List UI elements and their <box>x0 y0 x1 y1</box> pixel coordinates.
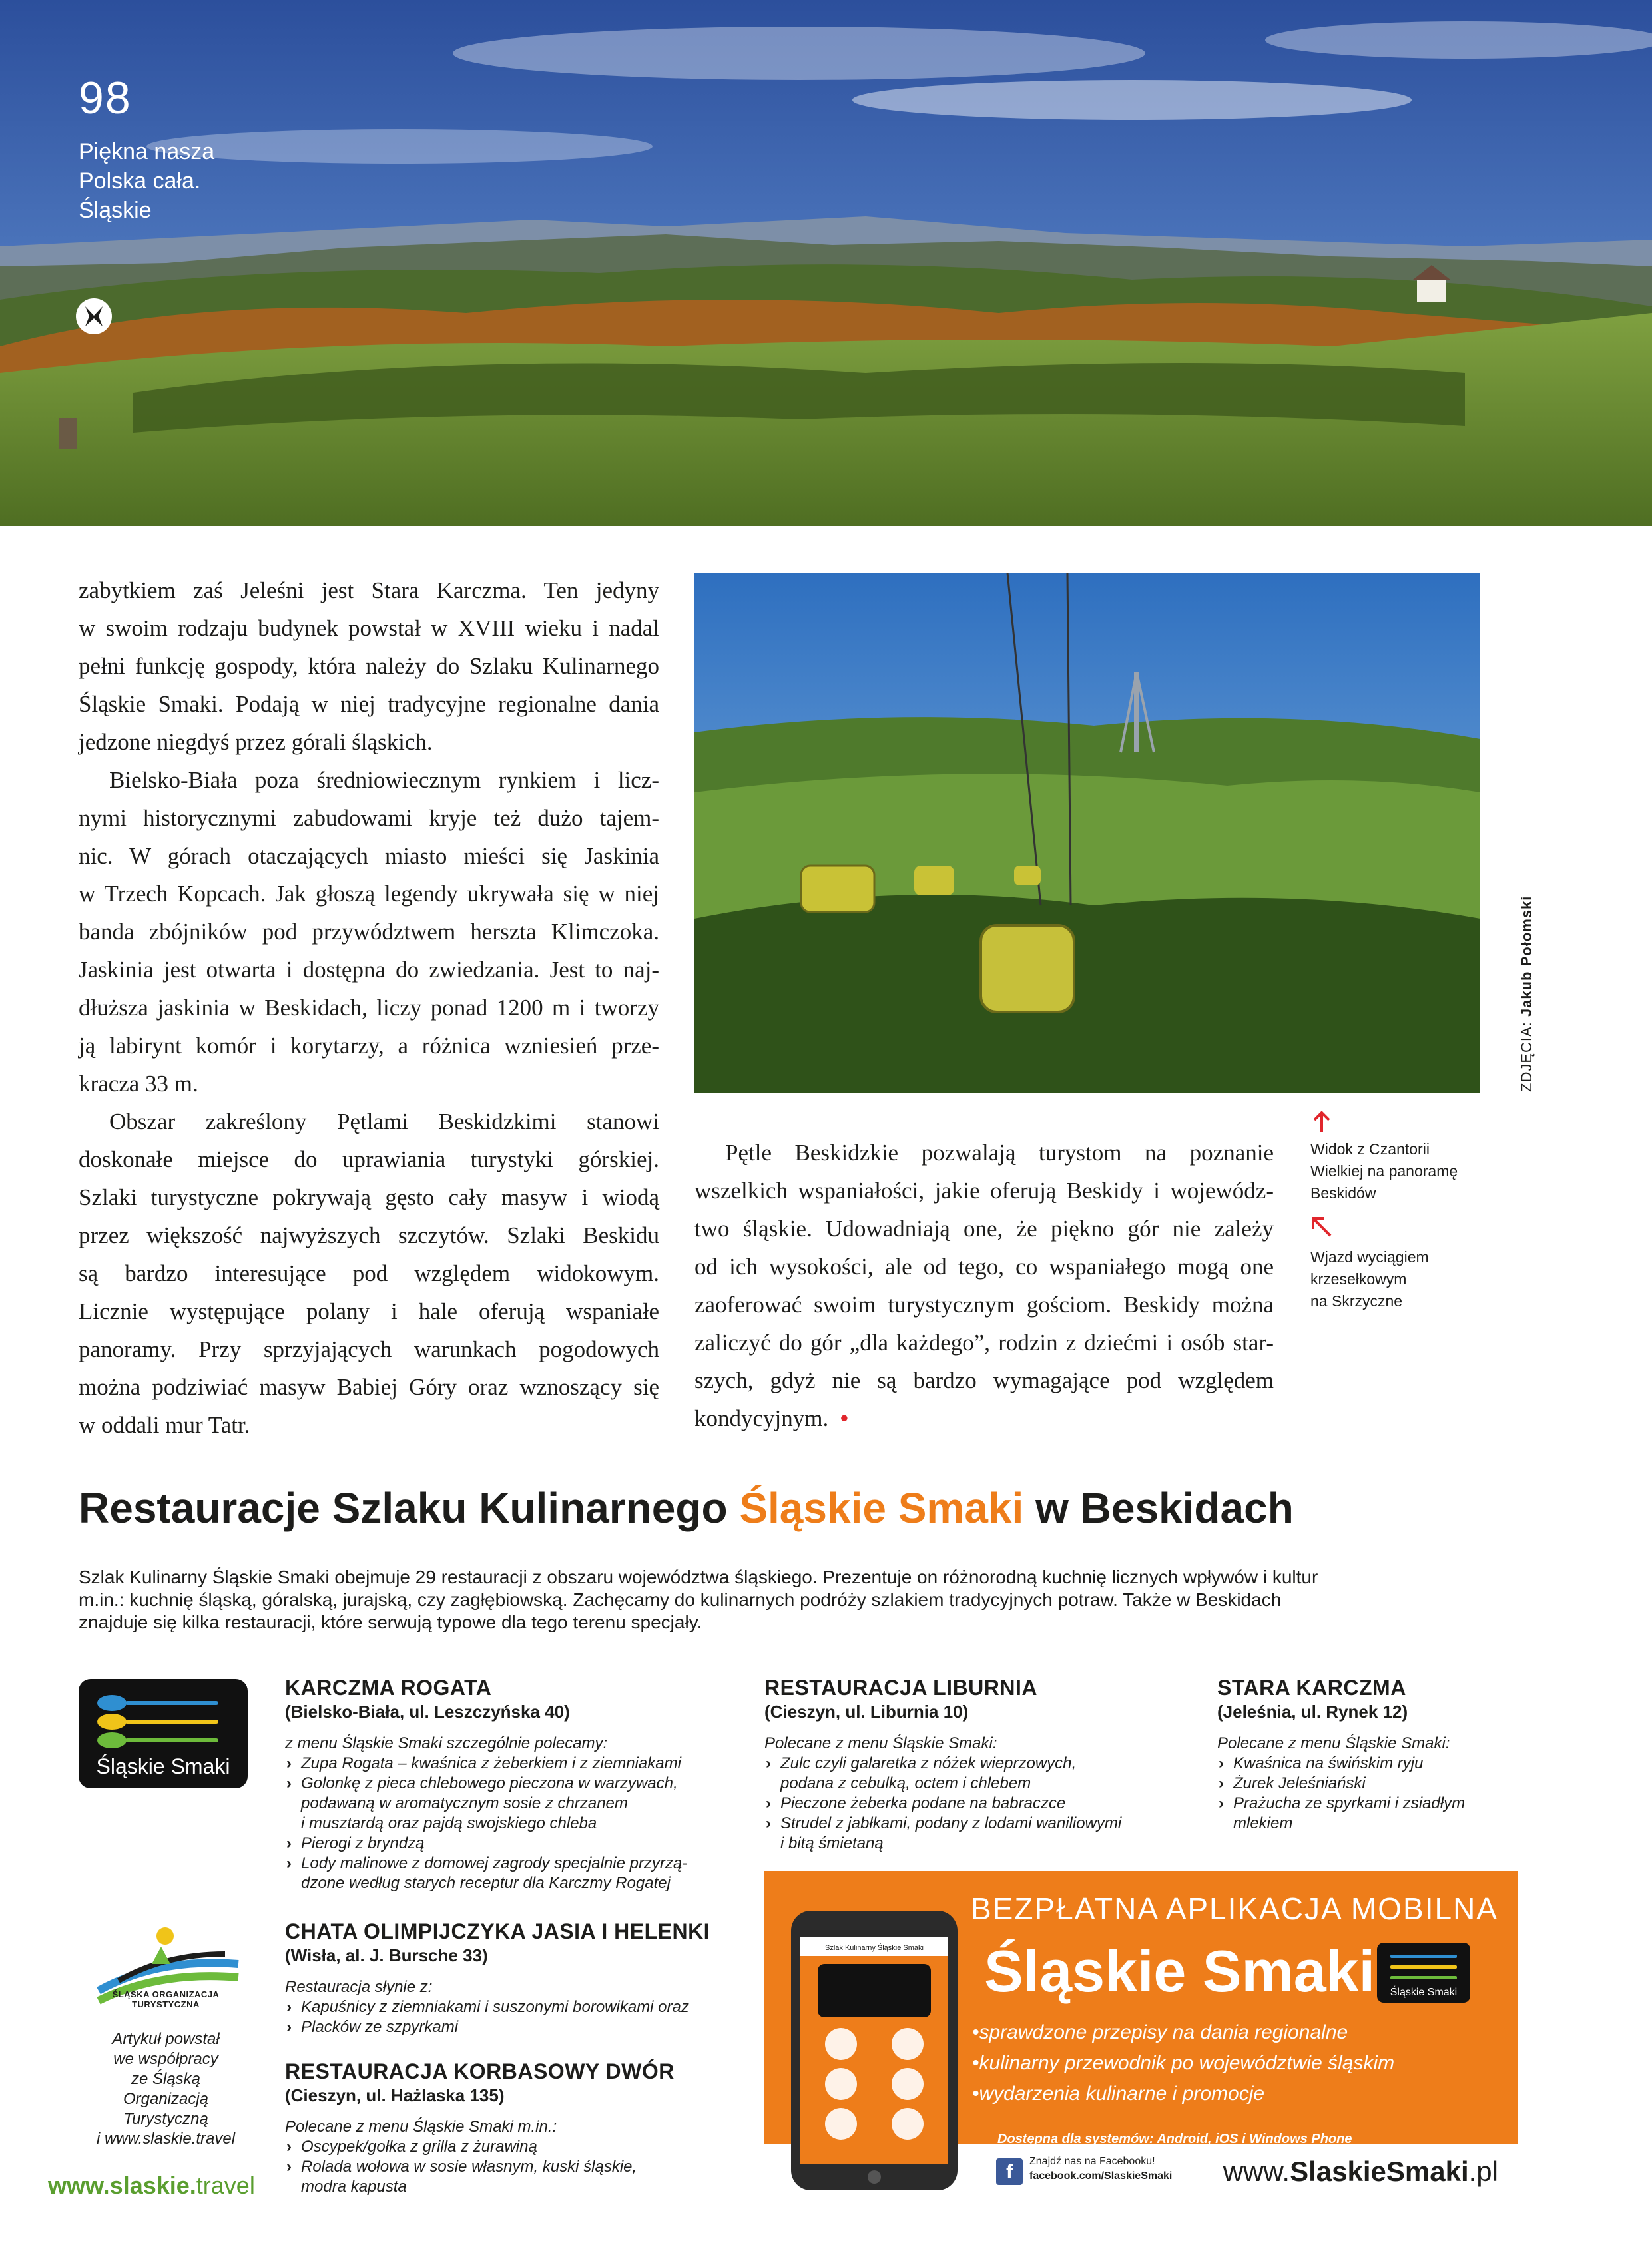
text-line: banda zbójników pod przywództwem herszta Klimczoka. <box>79 919 659 945</box>
restaurant-stara-karczma <box>1217 1675 1523 1834</box>
text-line: Licznie występujące polany i hale oferują wspaniałe <box>79 1298 659 1324</box>
dish-line: dzone według starych receptur dla Karczmy Rogatej <box>301 1874 671 1892</box>
feature-item: •sprawdzone przepisy na dania regionalne <box>972 2021 1348 2043</box>
dish-item <box>764 1794 1191 1814</box>
restaurant-lead: Polecane z menu Śląskie Smaki: <box>1217 1734 1450 1752</box>
dish-line: Strudel z jabłkami, podany z lodami waniliowymi <box>780 1814 1122 1832</box>
text-line: wszelkich wspaniałości, jakie oferują Beskidy i wojewódz- <box>694 1178 1274 1204</box>
link-part: travel <box>196 2172 255 2199</box>
dish-item <box>285 1834 738 1854</box>
restaurant-lead: Polecane z menu Śląskie Smaki m.in.: <box>285 2118 557 2136</box>
arrow-up-icon <box>1310 1111 1333 1133</box>
url-part: www. <box>1223 2156 1290 2187</box>
text-line: zaoferować swoim turystycznym gościom. Beskidy można <box>694 1292 1274 1318</box>
dish-item <box>285 1854 738 1893</box>
coop-line: ze Śląską <box>131 2070 201 2088</box>
dish-item <box>285 1997 744 2017</box>
title-highlight: Śląskie Smaki <box>739 1484 1024 1532</box>
feature-item: •wydarzenia kulinarne i promocje <box>972 2083 1265 2105</box>
text-line: nymi historycznymi zabudowami kryje też dużo tajem- <box>79 805 659 831</box>
page-number: 98 <box>79 73 132 123</box>
caption-line: Beskidów <box>1310 1184 1376 1202</box>
coop-line: Turystyczną <box>123 2110 208 2128</box>
restaurant-address: (Cieszyn, ul. Liburnia 10) <box>764 1702 969 1722</box>
dish-item <box>1217 1774 1523 1794</box>
link-part: www.slaskie. <box>48 2172 196 2199</box>
dish-list <box>285 1997 744 2037</box>
phone-screen-title: Szlak Kulinarny Śląskie Smaki <box>825 1944 924 1952</box>
paragraph-3 <box>79 1103 659 1444</box>
coop-line: Organizacją <box>123 2090 209 2108</box>
dish-line: Rolada wołowa w sosie własnym, kuski śląskie, <box>301 2158 637 2176</box>
text-line: Obszar zakreślony Pętlami Beskidzkimi stanowi <box>109 1109 659 1134</box>
caption-line: Wjazd wyciągiem <box>1310 1248 1429 1266</box>
dish-line: Żurek Jeleśniański <box>1233 1774 1366 1792</box>
restaurant-korbasowy-dwor <box>285 2059 738 2197</box>
text-line: doskonałe miejsce do uprawiania turystyki górskiej. <box>79 1146 659 1172</box>
section-line-3: Śląskie <box>79 198 152 223</box>
section-line-1: Piękna nasza <box>79 139 215 164</box>
text-line: panoramy. Przy sprzyjających warunkach pogodowych <box>79 1336 659 1362</box>
region-badge-icon <box>76 298 112 334</box>
text-line: zabytkiem zaś Jeleśni jest Stara Karczma. Ten jedyny <box>79 577 659 603</box>
dish-line: Oscypek/gołka z grilla z żurawiną <box>301 2138 537 2156</box>
dish-line: Zulc czyli galaretka z nóżek wieprzowych, <box>780 1754 1077 1772</box>
coop-line: Artykuł powstał <box>112 2030 220 2048</box>
dish-line: Golonkę z pieca chlebowego pieczona w warzywach, <box>301 1774 678 1792</box>
text-line: two śląskie. Udowadniają one, że piękno gór nie zależy <box>694 1216 1274 1242</box>
text-line: ją labirynt komór i korytarzy, a różnica wzniesień prze- <box>79 1033 659 1059</box>
dish-line: Prażucha ze spyrkami i zsiadłym <box>1233 1794 1466 1812</box>
dish-line: mlekiem <box>1233 1814 1293 1832</box>
credit-label: ZDJĘCIA: <box>1518 1017 1535 1092</box>
dish-item <box>285 2137 738 2157</box>
text-line: zaliczyć do gór „dla każdego”, rodzin z dziećmi i osób star- <box>694 1330 1274 1356</box>
slaskie-smaki-url[interactable] <box>1223 2156 1498 2188</box>
platforms-note: Dostępna dla systemów: Android, iOS i Windows Phone <box>997 2132 1352 2146</box>
intro-line: Szlak Kulinarny Śląskie Smaki obejmuje 29 restauracji z obszaru województwa śląskiego. Prezentuje on różnorodną kuchnię licznych wpływów i kultur <box>79 1567 1318 1587</box>
banner-headline: BEZPŁATNA APLIKACJA MOBILNA <box>971 1891 1498 1926</box>
section-title <box>79 1483 1294 1533</box>
restaurant-karczma-rogata <box>285 1675 738 1893</box>
facebook-line-1: Znajdź nas na Facebooku! <box>1029 2156 1155 2167</box>
restaurant-lead: z menu Śląskie Smaki szczególnie polecamy: <box>285 1734 608 1752</box>
text-line: w Trzech Kopcach. Jak głoszą legendy ukrywała się w niej <box>79 881 659 907</box>
dish-item <box>285 2157 738 2197</box>
paragraph-1 <box>79 571 659 761</box>
caption-line: Widok z Czantorii <box>1310 1140 1430 1158</box>
text-line: od ich wysokości, ale od tego, co wspaniałego mogą one <box>694 1254 1274 1280</box>
dish-item <box>764 1814 1191 1854</box>
dish-line: Placków ze szpyrkami <box>301 2018 459 2036</box>
logo-label: Śląskie Smaki <box>96 1754 230 1778</box>
dish-line: i bitą śmietaną <box>780 1834 884 1852</box>
dish-line: Pieczone żeberka podane na babraczce <box>780 1794 1066 1812</box>
section-line-2: Polska cała. <box>79 168 201 194</box>
dish-item <box>764 1754 1191 1794</box>
text-line: pełni funkcję gospody, która należy do Szlaku Kulinarnego <box>79 653 659 679</box>
banner-app-name: Śląskie Smaki <box>984 1938 1376 2004</box>
photo-credit <box>1518 896 1535 1092</box>
caption-bottom <box>1310 1246 1484 1312</box>
text-line: Pętle Beskidzkie pozwalają turystom na poznanie <box>725 1140 1274 1166</box>
dish-line: podawaną w aromatycznym sosie z chrzanem <box>301 1794 628 1812</box>
slaskie-smaki-logo <box>79 1679 248 1788</box>
body-column-1 <box>79 571 659 1444</box>
phone-mockup-icon <box>791 1911 958 2190</box>
paragraph-2 <box>79 761 659 1103</box>
dish-line: modra kapusta <box>301 2178 407 2196</box>
dish-line: podana z cebulką, octem i chlebem <box>780 1774 1031 1792</box>
text-line-last <box>694 1399 1274 1437</box>
mini-logo-label: Śląskie Smaki <box>1390 1987 1458 1998</box>
dish-list <box>1217 1754 1523 1834</box>
restaurant-lead: Polecane z menu Śląskie Smaki: <box>764 1734 997 1752</box>
text-line: w oddali mur Tatr. <box>79 1412 250 1438</box>
banner-mini-logo <box>1377 1943 1470 2003</box>
text-line: Bielsko-Biała poza średniowiecznym rynkiem i licz- <box>109 767 659 793</box>
restaurant-name: RESTAURACJA KORBASOWY DWÓR <box>285 2059 675 2083</box>
facebook-icon: f <box>996 2158 1023 2185</box>
restaurant-name: STARA KARCZMA <box>1217 1676 1406 1700</box>
cooperation-note <box>79 2029 253 2149</box>
end-mark: • <box>840 1405 848 1431</box>
dish-line: Kwaśnica na świńskim ryju <box>1233 1754 1424 1772</box>
chairlift-photo <box>694 573 1480 1093</box>
text-line: można podziwiać masyw Babiej Góry oraz wznoszący się <box>79 1374 659 1400</box>
text-line: dłuższa jaskinia w Beskidach, liczy ponad 1200 m i tworzy <box>79 995 659 1021</box>
arrow-up-left-icon <box>1310 1216 1333 1238</box>
restaurant-name: RESTAURACJA LIBURNIA <box>764 1676 1037 1700</box>
title-part: Restauracje Szlaku Kulinarnego <box>79 1484 740 1532</box>
credit-name: Jakub Połomski <box>1518 895 1535 1017</box>
url-part: .pl <box>1468 2156 1498 2187</box>
text-line: kracza 33 m. <box>79 1071 198 1097</box>
dish-item <box>1217 1754 1523 1774</box>
text-line: jedzone niegdyś przez górali śląskich. <box>79 729 433 755</box>
restaurant-chata-olimpijczyka <box>285 1919 744 2037</box>
coop-line: i www.slaskie.travel <box>96 2130 236 2148</box>
dish-line: Kapuśnicy z ziemniakami i suszonymi borowikami oraz <box>301 1998 689 2016</box>
dish-line: i musztardą oraz pajdą swojskiego chleba <box>301 1814 597 1832</box>
caption-line: na Skrzyczne <box>1310 1292 1403 1310</box>
restaurant-name: CHATA OLIMPIJCZYKA JASIA I HELENKI <box>285 1919 710 1943</box>
text-line: nic. W górach otaczających miasto mieści się Jaskinia <box>79 843 659 869</box>
restaurant-address: (Bielsko-Biała, ul. Leszczyńska 40) <box>285 1702 570 1722</box>
dish-line: Zupa Rogata – kwaśnica z żeberkiem i z ziemniakami <box>301 1754 681 1772</box>
text-line: są bardzo interesujące pod względem widokowym. <box>79 1260 659 1286</box>
restaurant-liburnia <box>764 1675 1191 1854</box>
slaskie-travel-link[interactable] <box>48 2172 255 2200</box>
text-line: Śląskie Smaki. Podają w niej tradycyjne regionalne dania <box>79 691 659 717</box>
landscape-photo <box>0 0 1652 526</box>
text-line: Jaskinia jest otwarta i dostępna do zwiedzania. Jest to naj- <box>79 957 659 983</box>
restaurant-address: (Jeleśnia, ul. Rynek 12) <box>1217 1702 1408 1722</box>
intro-line: znajduje się kilka restauracji, które serwują typowe dla tego terenu specjały. <box>79 1612 702 1632</box>
text-line: przez większość najwyższych szczytów. Szlaki Beskidu <box>79 1222 659 1248</box>
caption-line: Wielkiej na panoramę <box>1310 1162 1458 1180</box>
facebook-line-2: facebook.com/SlaskieSmaki <box>1029 2170 1173 2182</box>
dish-line: Pierogi z bryndzą <box>301 1834 425 1852</box>
feature-item: •kulinarny przewodnik po województwie śląskim <box>972 2052 1395 2074</box>
dish-list <box>285 2137 738 2197</box>
caption-top <box>1310 1138 1484 1204</box>
restaurant-address: (Cieszyn, ul. Hażlaska 135) <box>285 2085 505 2105</box>
dish-line: Lody malinowe z domowej zagrody specjalnie przyrzą- <box>301 1854 688 1872</box>
title-part: w Beskidach <box>1023 1484 1294 1532</box>
coop-line: we współpracy <box>113 2050 218 2068</box>
sot-name: ŚLĄSKA ORGANIZACJA TURYSTYCZNA <box>112 1989 220 2009</box>
text-line: kondycyjnym. <box>694 1405 829 1431</box>
restaurant-name: KARCZMA ROGATA <box>285 1676 492 1700</box>
restaurant-lead: Restauracja słynie z: <box>285 1978 433 1996</box>
url-part: SlaskieSmaki <box>1290 2156 1469 2187</box>
dish-item <box>1217 1794 1523 1834</box>
mobile-app-banner[interactable] <box>764 1871 1518 2197</box>
hero-panorama <box>0 0 1652 526</box>
dish-list <box>285 1754 738 1893</box>
caption-line: krzesełkowym <box>1310 1270 1407 1288</box>
dish-list <box>764 1754 1191 1854</box>
text-line: w swoim rodzaju budynek powstał w XVIII wieku i nadal <box>79 615 659 641</box>
text-line: szych, gdyż nie są bardzo wymagające pod względem <box>694 1368 1274 1393</box>
section-intro <box>79 1566 1417 1634</box>
dish-item <box>285 1754 738 1774</box>
body-column-2 <box>694 1134 1274 1437</box>
dish-item <box>285 2017 744 2037</box>
text-line: Szlaki turystyczne pokrywają gęsto cały masyw i wiodą <box>79 1184 659 1210</box>
intro-line: m.in.: kuchnię śląską, góralską, jurajską, czy zagłębiowską. Zachęcamy do kulinarnych podróży szlakiem tradycyjnych potraw. Także w Beskidach <box>79 1589 1282 1610</box>
dish-item <box>285 1774 738 1834</box>
restaurant-address: (Wisła, al. J. Bursche 33) <box>285 1945 488 1965</box>
